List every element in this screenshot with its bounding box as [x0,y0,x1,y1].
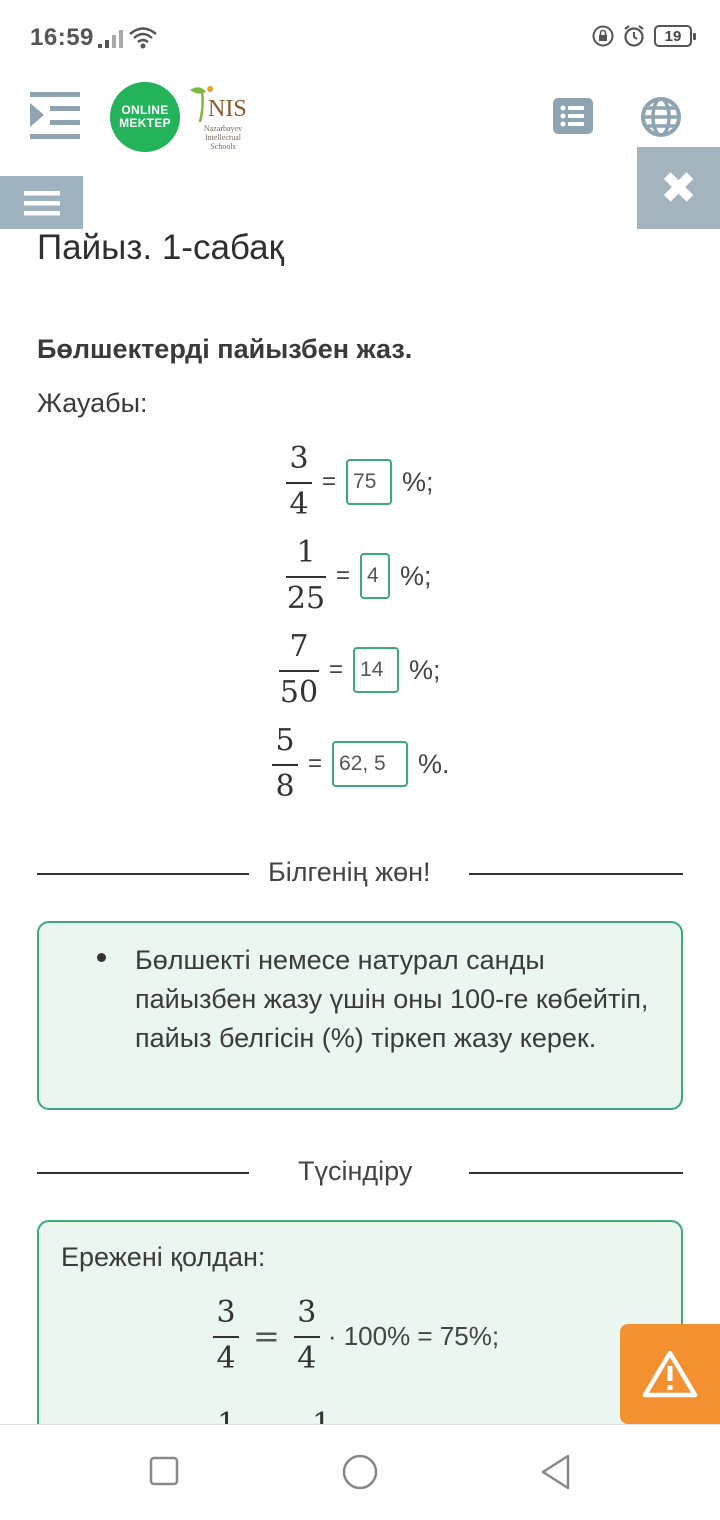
fraction [279,628,319,712]
fraction [286,440,312,524]
fraction [213,1294,239,1378]
system-nav-bar [0,1424,720,1520]
answer-label: Жауабы: [37,388,148,418]
explain-divider [37,1152,683,1192]
numerator: 5 [275,723,295,758]
equals-sign: = [322,468,337,495]
lesson-title: Пайыз. 1-сабақ [37,228,284,267]
fraction-bar [286,482,312,484]
logo-online-line2: MEKTEP [119,116,171,130]
percent-suffix: %; [400,560,432,591]
answer-input[interactable]: 4 [360,553,390,599]
percent-suffix: %. [418,748,450,779]
fraction-bar [213,1336,239,1338]
explain-heading: Түсіндіру [298,1156,413,1186]
task-text: Бөлшектерді пайызбен жаз. [37,334,413,364]
divider-line [469,873,683,875]
denominator: 4 [216,1341,236,1376]
fraction-bar [286,576,326,578]
explain-row [213,1294,499,1378]
answer-input[interactable]: 14 [353,647,399,693]
status-bar [0,0,720,76]
side-menu-tab[interactable] [0,176,83,229]
answer-input[interactable]: 75 [346,459,392,505]
numerator: 3 [289,441,309,476]
divider-line [469,1172,683,1174]
signal-icon [98,28,124,48]
fraction-bar [279,670,319,672]
numerator: 1 [296,535,316,570]
alarm-icon [622,24,646,48]
fraction [272,722,298,806]
list-button[interactable] [553,98,593,134]
know-text: Бөлшекті немесе натурал санды пайызбен жазу үшін оны 100-ге көбейтіп, пайыз белгісін (%) тіркеп жазу керек. [135,945,649,1053]
lock-icon [592,25,614,47]
equation-row [279,628,441,712]
fraction-bar [294,1336,320,1338]
denominator: 4 [289,487,309,522]
hamburger-icon [22,188,62,218]
nis-logo-text: NIS [208,96,247,122]
equals-sign: = [253,1317,280,1355]
warning-icon [642,1349,698,1399]
wifi-icon [128,26,158,50]
back-nav-icon[interactable] [538,1453,574,1491]
answer-input[interactable]: 62, 5 [332,741,408,787]
equation-row [286,534,432,618]
nis-logo [186,84,256,154]
denominator: 25 [286,581,326,616]
square-nav-icon[interactable] [148,1455,180,1487]
equation-row [272,722,450,806]
know-heading: Білгенің жөн! [268,857,431,887]
equals-sign: = [329,656,344,683]
explain-tail: · 100% = 75%; [327,1320,500,1351]
equation-row [286,440,434,524]
report-button[interactable] [620,1324,720,1424]
divider-line [37,1172,249,1174]
know-box [37,921,683,1110]
status-time: 16:59 [30,24,94,51]
numerator: 3 [216,1295,236,1330]
divider-line [37,873,249,875]
logo-online-line1: ONLINE [121,103,169,117]
nis-logo-subtitle: Nazarbayev Intellectual Schools [203,124,243,151]
numerator: 3 [297,1295,317,1330]
equals-sign: = [336,562,351,589]
numerator: 7 [289,629,309,664]
fraction-bar [272,764,298,766]
fraction [294,1294,320,1378]
menu-icon[interactable] [30,92,82,140]
list-icon [553,98,593,134]
denominator: 4 [297,1341,317,1376]
rule-label: Ережені қолдан: [61,1242,266,1272]
close-button[interactable] [637,147,720,229]
percent-suffix: %; [409,654,441,685]
percent-suffix: %; [402,466,434,497]
close-icon: ✖ [660,163,697,213]
bullet-icon [97,953,106,962]
circle-nav-icon[interactable] [341,1453,379,1491]
online-mektep-logo[interactable] [110,82,180,152]
globe-icon[interactable] [640,96,682,138]
battery-icon: 19 [654,25,692,47]
denominator: 50 [279,675,319,710]
equals-sign: = [308,750,323,777]
know-divider [37,853,683,893]
denominator: 8 [275,769,295,804]
fraction [286,534,326,618]
